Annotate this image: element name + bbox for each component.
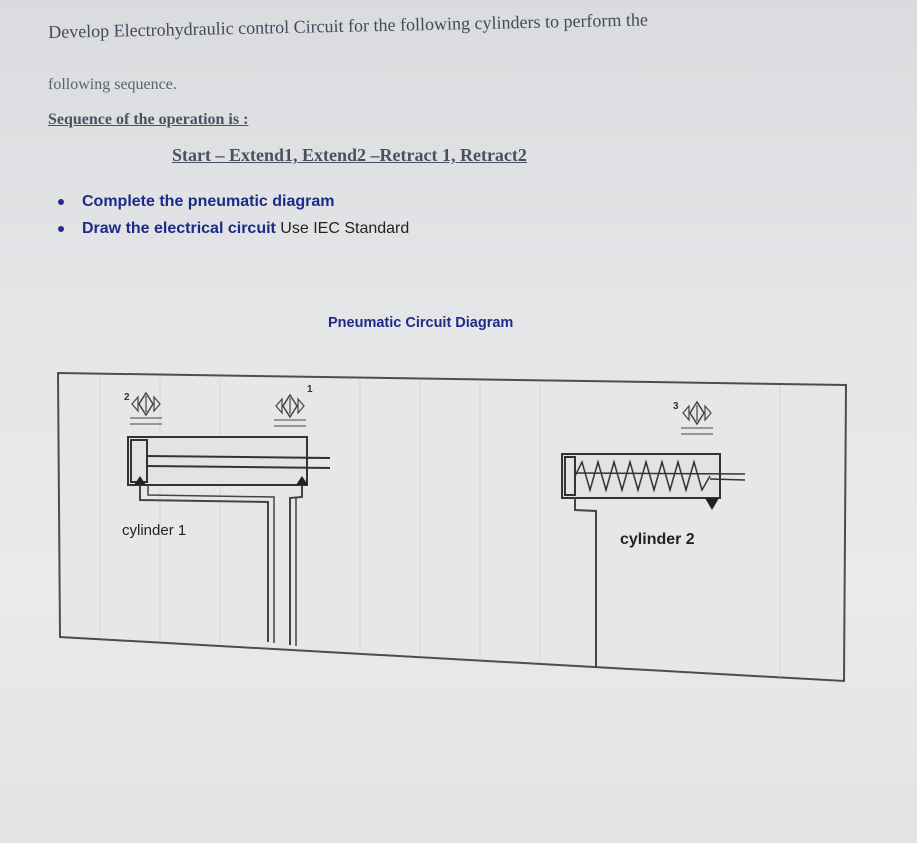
task-text-rest: Use IEC Standard: [275, 220, 410, 237]
task-text: Complete the pneumatic diagram: [82, 193, 335, 210]
cylinder-2-label: cylinder 2: [620, 531, 695, 548]
port-label-2: 2: [124, 392, 130, 403]
instruction-line-1: Develop Electrohydraulic control Circuit for the following cylinders to perform the: [48, 9, 649, 42]
task-text-colored: Draw the electrical circuit: [82, 220, 276, 237]
cylinder-1-label: cylinder 1: [122, 522, 187, 539]
port-label-1: 1: [307, 384, 313, 395]
port-label-3: 3: [673, 401, 679, 412]
diagram-title: Pneumatic Circuit Diagram: [328, 315, 514, 331]
sequence-heading: Sequence of the operation is :: [48, 111, 249, 128]
instruction-line-2: following sequence.: [48, 76, 177, 93]
operation-sequence: Start – Extend1, Extend2 –Retract 1, Retract2: [172, 145, 527, 165]
